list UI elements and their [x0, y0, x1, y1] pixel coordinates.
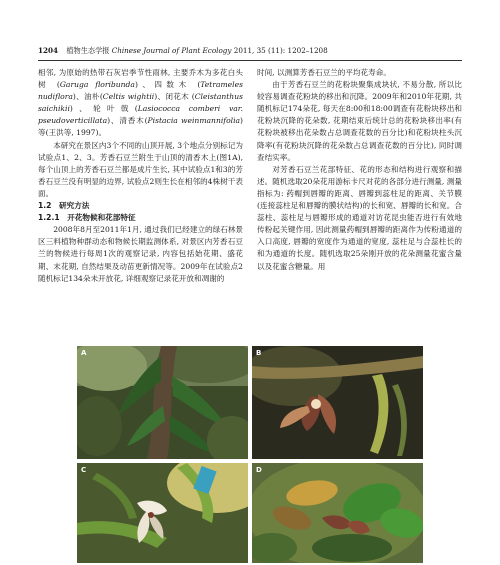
figure-panels	[77, 346, 423, 563]
section-heading: 1.2 研究方法	[38, 201, 90, 211]
panel-label-d: D	[256, 466, 262, 474]
left-column	[38, 67, 243, 285]
paragraph-sites: 本研究在景区内3个不同的山顶开展, 3个地点分别标记为试验点1、2、3。芳香石豆兰附生于山顶的清香木上(图1A), 每个山顶上的芳香石豆兰都是成片生长, 其中试验点1和3的芳香石豆兰没有明显的边界, 试验点2则生长在相邻的4株树干表面。	[38, 140, 243, 198]
subsection-heading: 1.2.1 开花物候和花部特征	[38, 213, 136, 223]
running-header	[38, 44, 462, 58]
figure-panel-a	[77, 346, 248, 459]
paragraph-species: 相邻, 为原始的热带石灰岩季节性雨林, 主要乔木为多花白头树 (Garuga floribunda)、四数木 (Tetrameles nudiflora)、油朴(Celtis wightii)、闭花木 (Cleistanthus saichikii)、轮叶戟(Lasiococca comberi var. pseudoverticillata)、清香木(Pistacia weinmannifolia)等(王洪等, 1997)。	[38, 68, 243, 138]
panel-label-c: C	[81, 466, 87, 474]
photo-plant-cluster	[252, 463, 423, 563]
paragraph-morphology: 对芳香石豆兰花部特征、花的形态和结构进行观察和描述。随机选取20朵花用游标卡尺对花的各部分进行测量, 测量指标为: 药帽到唇瓣的距离、唇瓣到蕊柱足的距离、关节膜(连接蕊柱足和唇瓣的膜状结构)的长和宽、唇瓣的长和宽。合蕊柱、蕊柱足与唇瓣形成的通道对访花昆虫能否进行有效地传粉起关键作用, 因此测量药帽到唇瓣的距离作为传粉通道的入口高度, 唇瓣的宽度作为通道的宽度, 蕊柱足与合蕊柱长的和为通道的长度。随机选取25朵刚开放的花朵测量花蜜含量以及花蜜含糖量。用	[257, 164, 462, 271]
journal-name-cn: 植物生态学报	[66, 46, 110, 55]
figure-panel-c	[77, 463, 248, 563]
figure-panel-b	[252, 346, 423, 459]
page-number: 1204	[38, 46, 59, 55]
journal-name-en: Chinese Journal of Plant Ecology	[111, 46, 232, 55]
right-column	[257, 67, 462, 273]
paragraph-pollinia: 由于芳香石豆兰的花粉块聚集成块状, 不易分散, 所以比较容易调查花粉块的移出和沉降。2009年和2010年花期, 共随机标记174朵花, 每天在8:00和18:00调查有花粉块移出和花粉块沉降的花朵数, 花期结束后统计总的花粉块移出率(有花粉块被移出花朵数占总调查花数的百分比)和花粉块柱头沉降率(有花粉块沉降的花朵数占总调查花数的百分比), 同时调查结实率。	[257, 80, 462, 162]
photo-flower-leaves	[77, 463, 248, 563]
paragraph-phenology: 2008年8月至2011年1月, 通过我们已经建立的绿石林景区三料植物种群动态和物候长期监测体系, 对景区内芳香石豆兰的物候进行每周1次的观察记录, 内容包括始花期、盛花期、末花期, 自然结果及动苗更新情况等。2009年在试验点2随机标记134朵未开放花, 详细观察记录花开放和凋谢的	[38, 225, 244, 283]
citation: 2011, 35 (11): 1202–1208	[233, 46, 328, 55]
paragraph-continued: 时间, 以测算芳香石豆兰的平均花寿命。	[257, 68, 391, 77]
panel-label-a: A	[81, 349, 87, 357]
header-rule	[38, 60, 462, 61]
panel-label-b: B	[256, 349, 262, 357]
photo-tree-epiphytes	[77, 346, 248, 459]
photo-flower-closeup	[252, 346, 423, 459]
figure-panel-d	[252, 463, 423, 563]
